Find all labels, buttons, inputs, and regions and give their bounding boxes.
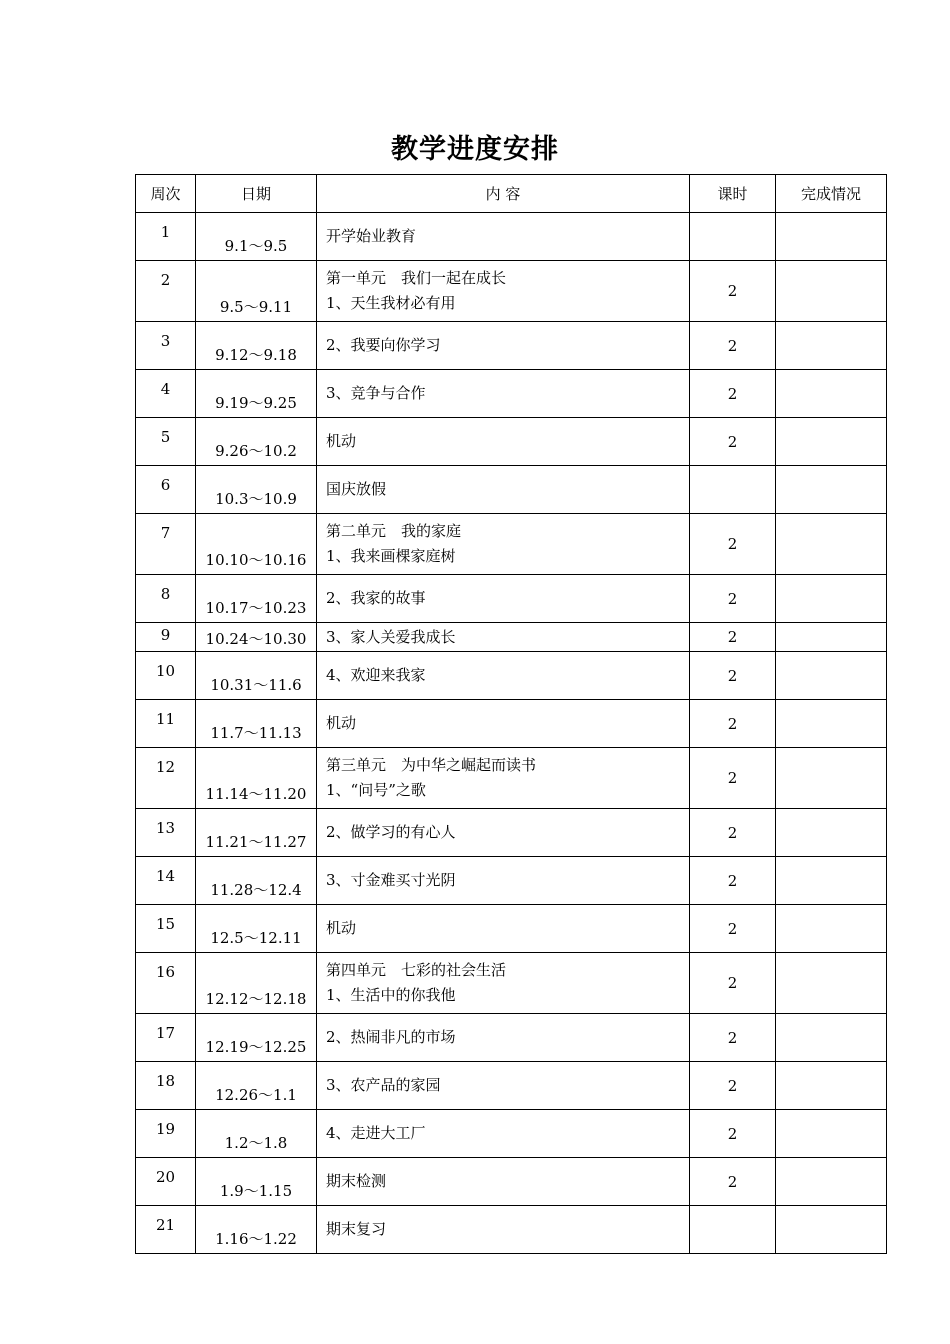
status-cell — [776, 514, 887, 575]
status-cell — [776, 857, 887, 905]
date-cell: 11.7～11.13 — [196, 700, 317, 748]
content-cell — [317, 953, 690, 1014]
hours-cell: 2 — [690, 370, 776, 418]
table-row — [136, 905, 887, 953]
table-body — [136, 213, 887, 1254]
hours-cell: 2 — [690, 1062, 776, 1110]
header-content: 内 容 — [317, 175, 690, 213]
hours-cell: 2 — [690, 322, 776, 370]
table-row — [136, 1206, 887, 1254]
table-row — [136, 514, 887, 575]
status-cell — [776, 1014, 887, 1062]
week-cell: 11 — [136, 700, 196, 748]
hours-cell: 2 — [690, 809, 776, 857]
week-cell: 21 — [136, 1206, 196, 1254]
status-cell — [776, 261, 887, 322]
table-row — [136, 322, 887, 370]
week-cell: 8 — [136, 575, 196, 623]
content-line: 期末复习 — [326, 1220, 387, 1238]
status-cell — [776, 748, 887, 809]
table-row — [136, 623, 887, 652]
content-cell — [317, 322, 690, 370]
content-cell — [317, 261, 690, 322]
table-row — [136, 953, 887, 1014]
content-cell — [317, 748, 690, 809]
week-cell: 3 — [136, 322, 196, 370]
hours-cell: 2 — [690, 514, 776, 575]
date-cell: 9.26～10.2 — [196, 418, 317, 466]
status-cell — [776, 953, 887, 1014]
hours-cell: 2 — [690, 261, 776, 322]
content-cell — [317, 418, 690, 466]
status-cell — [776, 418, 887, 466]
table-row — [136, 1014, 887, 1062]
content-cell — [317, 514, 690, 575]
hours-cell: 2 — [690, 1014, 776, 1062]
date-cell: 11.28～12.4 — [196, 857, 317, 905]
hours-cell: 2 — [690, 857, 776, 905]
date-cell: 9.19～9.25 — [196, 370, 317, 418]
content-line: 机动 — [326, 714, 357, 732]
status-cell — [776, 700, 887, 748]
table-row — [136, 213, 887, 261]
hours-cell: 2 — [690, 1110, 776, 1158]
date-cell: 12.5～12.11 — [196, 905, 317, 953]
table-row — [136, 370, 887, 418]
week-cell: 5 — [136, 418, 196, 466]
hours-cell: 2 — [690, 953, 776, 1014]
schedule-table — [135, 174, 887, 1254]
hours-cell — [690, 1206, 776, 1254]
content-line: 4、走进大工厂 — [326, 1124, 426, 1142]
date-cell: 9.12～9.18 — [196, 322, 317, 370]
table-row — [136, 1158, 887, 1206]
table-row — [136, 857, 887, 905]
status-cell — [776, 213, 887, 261]
date-cell: 1.9～1.15 — [196, 1158, 317, 1206]
content-cell — [317, 809, 690, 857]
content-line: 1、“问号”之歌 — [326, 781, 426, 799]
status-cell — [776, 370, 887, 418]
week-cell: 9 — [136, 623, 196, 652]
content-cell — [317, 1062, 690, 1110]
table-row — [136, 418, 887, 466]
hours-cell: 2 — [690, 700, 776, 748]
content-line: 1、天生我材必有用 — [326, 294, 456, 312]
status-cell — [776, 652, 887, 700]
week-cell: 2 — [136, 261, 196, 322]
date-cell: 1.2～1.8 — [196, 1110, 317, 1158]
header-date: 日期 — [196, 175, 317, 213]
date-cell: 10.24～10.30 — [196, 623, 317, 652]
date-cell: 12.12～12.18 — [196, 953, 317, 1014]
table-row — [136, 809, 887, 857]
content-line: 2、做学习的有心人 — [326, 823, 456, 841]
status-cell — [776, 809, 887, 857]
date-cell: 9.1～9.5 — [196, 213, 317, 261]
content-line: 1、我来画棵家庭树 — [326, 547, 456, 565]
content-line: 国庆放假 — [326, 480, 387, 498]
content-cell — [317, 213, 690, 261]
content-line: 3、农产品的家园 — [326, 1076, 441, 1094]
table-row — [136, 652, 887, 700]
content-cell — [317, 905, 690, 953]
content-cell — [317, 700, 690, 748]
content-line: 4、欢迎来我家 — [326, 666, 426, 684]
content-cell — [317, 623, 690, 652]
week-cell: 15 — [136, 905, 196, 953]
date-cell: 11.21～11.27 — [196, 809, 317, 857]
content-line: 2、我家的故事 — [326, 589, 426, 607]
content-line: 1、生活中的你我他 — [326, 986, 456, 1004]
hours-cell: 2 — [690, 1158, 776, 1206]
week-cell: 1 — [136, 213, 196, 261]
week-cell: 6 — [136, 466, 196, 514]
week-cell: 13 — [136, 809, 196, 857]
hours-cell — [690, 466, 776, 514]
week-cell: 19 — [136, 1110, 196, 1158]
week-cell: 20 — [136, 1158, 196, 1206]
status-cell — [776, 623, 887, 652]
table-row — [136, 700, 887, 748]
content-line: 2、我要向你学习 — [326, 336, 441, 354]
content-line: 第三单元 为中华之崛起而读书 — [326, 756, 537, 774]
content-line: 第二单元 我的家庭 — [326, 522, 462, 540]
content-line: 第一单元 我们一起在成长 — [326, 269, 507, 287]
table-row — [136, 1110, 887, 1158]
page-title: 教学进度安排 — [391, 134, 559, 165]
content-line: 3、竞争与合作 — [326, 384, 426, 402]
date-cell: 1.16～1.22 — [196, 1206, 317, 1254]
status-cell — [776, 1206, 887, 1254]
table-header-row — [136, 175, 887, 213]
content-line: 机动 — [326, 919, 357, 937]
date-cell: 12.19～12.25 — [196, 1014, 317, 1062]
week-cell: 10 — [136, 652, 196, 700]
date-cell: 12.26～1.1 — [196, 1062, 317, 1110]
content-cell — [317, 575, 690, 623]
hours-cell: 2 — [690, 905, 776, 953]
hours-cell: 2 — [690, 575, 776, 623]
content-line: 机动 — [326, 432, 357, 450]
table-row — [136, 748, 887, 809]
date-cell: 10.31～11.6 — [196, 652, 317, 700]
status-cell — [776, 322, 887, 370]
hours-cell: 2 — [690, 748, 776, 809]
header-hours: 课时 — [690, 175, 776, 213]
week-cell: 17 — [136, 1014, 196, 1062]
content-line: 第四单元 七彩的社会生活 — [326, 961, 507, 979]
date-cell: 9.5～9.11 — [196, 261, 317, 322]
status-cell — [776, 1062, 887, 1110]
hours-cell: 2 — [690, 623, 776, 652]
content-cell — [317, 1110, 690, 1158]
content-cell — [317, 370, 690, 418]
hours-cell: 2 — [690, 652, 776, 700]
date-cell: 11.14～11.20 — [196, 748, 317, 809]
week-cell: 7 — [136, 514, 196, 575]
week-cell: 4 — [136, 370, 196, 418]
table-row — [136, 261, 887, 322]
status-cell — [776, 905, 887, 953]
date-cell: 10.17～10.23 — [196, 575, 317, 623]
content-cell — [317, 466, 690, 514]
hours-cell — [690, 213, 776, 261]
content-cell — [317, 1014, 690, 1062]
week-cell: 16 — [136, 953, 196, 1014]
table-row — [136, 1062, 887, 1110]
content-cell — [317, 1206, 690, 1254]
status-cell — [776, 1110, 887, 1158]
week-cell: 14 — [136, 857, 196, 905]
content-cell — [317, 1158, 690, 1206]
content-line: 期末检测 — [326, 1172, 387, 1190]
status-cell — [776, 1158, 887, 1206]
week-cell: 12 — [136, 748, 196, 809]
date-cell: 10.10～10.16 — [196, 514, 317, 575]
table-row — [136, 575, 887, 623]
status-cell — [776, 575, 887, 623]
date-cell: 10.3～10.9 — [196, 466, 317, 514]
status-cell — [776, 466, 887, 514]
content-line: 开学始业教育 — [326, 227, 417, 245]
header-status: 完成情况 — [776, 175, 887, 213]
table-row — [136, 466, 887, 514]
content-line: 3、家人关爱我成长 — [326, 627, 456, 646]
header-week: 周次 — [136, 175, 196, 213]
content-line: 3、寸金难买寸光阴 — [326, 871, 456, 889]
hours-cell: 2 — [690, 418, 776, 466]
week-cell: 18 — [136, 1062, 196, 1110]
content-line: 2、热闹非凡的市场 — [326, 1028, 456, 1046]
content-cell — [317, 652, 690, 700]
content-cell — [317, 857, 690, 905]
